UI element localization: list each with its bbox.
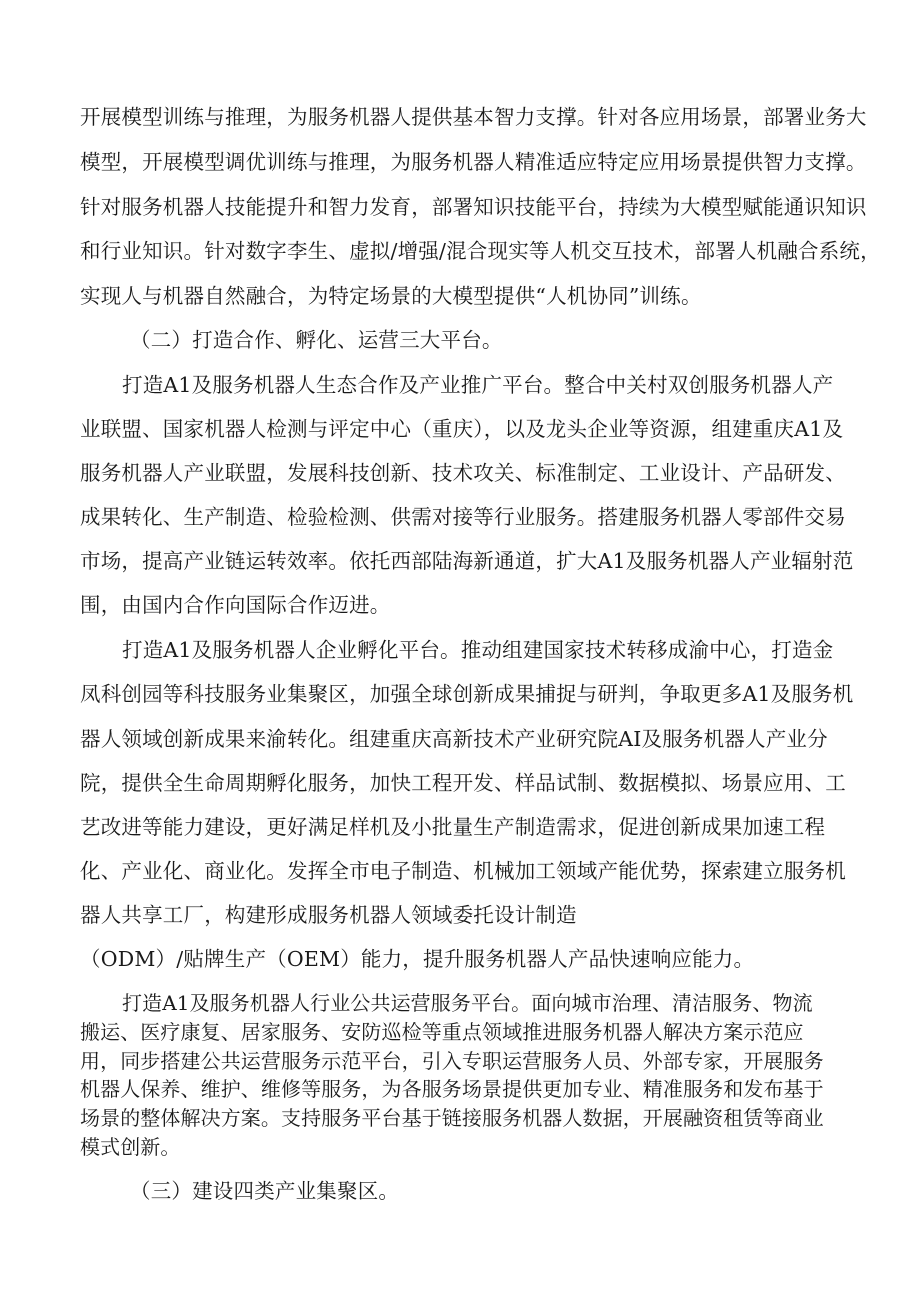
text-line: 围，由国内合作向国际合作迈进。 <box>80 593 391 617</box>
text-line: 搬运、医疗康复、居家服务、安防巡检等重点领域推进服务机器人解决方案示范应 <box>80 1020 804 1044</box>
text-line: 和行业知识。针对数字李生、虚拟/增强/混合现实等人机交互技术，部署人机融合系统， <box>80 239 881 263</box>
text-line: 机器人保养、维护、维修等服务，为各服务场景提供更加专业、精准服务和发布基于 <box>80 1077 824 1101</box>
text-line: 实现人与机器自然融合，为特定场景的大模型提供“人机协同”训练。 <box>80 284 702 308</box>
text-line: 打造A1及服务机器人行业公共运营服务平台。面向城市治理、清洁服务、物流 <box>122 991 813 1015</box>
text-line: 开展模型训练与推理，为服务机器人提供基本智力支撑。针对各应用场景，部署业务大 <box>80 105 867 129</box>
section-heading-2: （二）打造合作、孵化、运营三大平台。 <box>130 328 503 352</box>
text-line: 器人共享工厂，构建形成服务机器人领域委托设计制造 <box>80 903 577 927</box>
text-line: 服务机器人产业联盟，发展科技创新、技术攻关、标准制定、工业设计、产品研发、 <box>80 461 846 485</box>
text-line: 模型，开展模型调优训练与推理，为服务机器人精准适应特定应用场景提供智力支撑。 <box>80 150 867 174</box>
text-line: 场景的整体解决方案。支持服务平台基于链接服务机器人数据，开展融资租赁等商业 <box>80 1106 824 1130</box>
text-line: 针对服务机器人技能提升和智力发育，部署知识技能平台，持续为大模型赋能通识知识 <box>80 195 867 219</box>
text-line: 器人领域创新成果来渝转化。组建重庆高新技术产业研究院AI及服务机器人产业分 <box>80 727 828 751</box>
text-line: （ODM）/贴牌生产（OEM）能力，提升服务机器人产品快速响应能力。 <box>80 947 755 971</box>
text-line: 模式创新。 <box>80 1135 181 1159</box>
text-line: 用，同步搭建公共运营服务示范平台，引入专职运营服务人员、外部专家，开展服务 <box>80 1049 824 1073</box>
text-line: 成果转化、生产制造、检验检测、供需对接等行业服务。搭建服务机器人零部件交易 <box>80 505 846 529</box>
text-line: 市场，提高产业链运转效率。依托西部陆海新通道，扩大A1及服务机器人产业辐射范 <box>80 549 854 573</box>
text-line: 艺改进等能力建设，更好满足样机及小批量生产制造需求，促进创新成果加速工程 <box>80 815 826 839</box>
text-line: 化、产业化、商业化。发挥全市电子制造、机械加工领域产能优势，探索建立服务机 <box>80 859 846 883</box>
text-line: 院，提供全生命周期孵化服务，加快工程开发、样品试制、数据模拟、场景应用、工 <box>80 771 846 795</box>
text-line: 业联盟、国家机器人检测与评定中心（重庆），以及龙头企业等资源，组建重庆A1及 <box>80 417 844 441</box>
text-line: 打造A1及服务机器人生态合作及产业推广平台。整合中关村双创服务机器人产 <box>122 373 834 397</box>
section-heading-3: （三）建设四类产业集聚区。 <box>130 1179 400 1203</box>
text-line: 打造A1及服务机器人企业孵化平台。推动组建国家技术转移成渝中心，打造金 <box>122 638 834 662</box>
text-line: 凤科创园等科技服务业集聚区，加强全球创新成果捕捉与研判，争取更多A1及服务机 <box>80 682 854 706</box>
